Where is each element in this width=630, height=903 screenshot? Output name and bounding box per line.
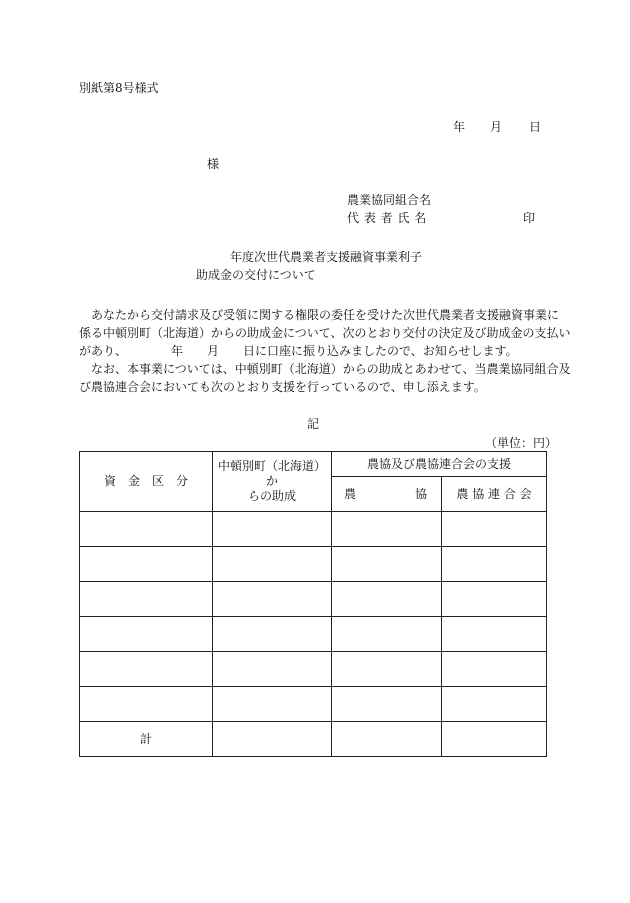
seal-mark: 印 [523,211,536,225]
notice-title-line1: 年度次世代農業者支援融資事業利子 [230,250,423,264]
nokyo-cell[interactable] [332,547,442,582]
fund-cell[interactable] [80,687,213,722]
addressee-suffix: 様 [207,157,220,171]
nokyo-cell[interactable] [332,512,442,547]
rengo-cell[interactable] [442,652,547,687]
table-row [80,652,547,687]
town-cell[interactable] [213,547,332,582]
body-line-2: 係る中頓別町（北海道）からの助成金について、次のとおり交付の決定及び助成金の支払い [79,326,571,340]
sender-org-label: 農業協同組合名 [347,193,432,207]
body-line-3-year: 年 [171,344,184,358]
table-row [80,547,547,582]
header-support: 農協及び農協連合会の支援 [332,452,547,477]
table-row [80,512,547,547]
nokyo-cell[interactable] [332,687,442,722]
header-nokyo: 農 協 [332,477,442,512]
nokyo-cell[interactable] [332,617,442,652]
breakdown-table [79,451,547,757]
ki-heading: 記 [307,417,320,431]
total-row [80,722,547,757]
body-line-3a: があり、 [79,344,128,358]
header-fund-category: 資 金 区 分 [80,452,213,512]
nokyo-cell[interactable] [332,582,442,617]
notice-body [79,306,571,396]
body-line-4: なお、本事業については、中頓別町（北海道）からの助成とあわせて、当農業協同組合及 [91,362,571,376]
rengo-cell[interactable] [442,687,547,722]
header-town-grant: 中頓別町（北海道）か らの助成 [213,452,332,512]
total-town-cell[interactable] [213,722,332,757]
body-line-3-month: 月 [207,344,220,358]
table-row [80,617,547,652]
rengo-cell[interactable] [442,617,547,652]
total-rengo-cell[interactable] [442,722,547,757]
town-cell[interactable] [213,512,332,547]
fund-cell[interactable] [80,512,213,547]
table-row [80,687,547,722]
rengo-cell[interactable] [442,512,547,547]
date-year: 年 [453,120,466,134]
town-cell[interactable] [213,652,332,687]
fund-cell[interactable] [80,547,213,582]
town-cell[interactable] [213,582,332,617]
notice-title-line2: 助成金の交付について [196,268,316,282]
fund-cell[interactable] [80,582,213,617]
nokyo-cell[interactable] [332,652,442,687]
total-nokyo-cell[interactable] [332,722,442,757]
sender-rep-label: 代 表 者 氏 名 [347,211,427,225]
town-cell[interactable] [213,617,332,652]
date-line [453,121,541,133]
date-day: 日 [529,120,542,134]
rengo-cell[interactable] [442,547,547,582]
fund-cell[interactable] [80,652,213,687]
town-cell[interactable] [213,687,332,722]
unit-label: （単位：円） [485,436,558,450]
body-line-5: び農協連合会においても次のとおり支援を行っているので、申し添えます。 [79,380,486,394]
date-month: 月 [490,120,503,134]
rengo-cell[interactable] [442,582,547,617]
body-line-3b: 日に口座に振り込みましたので、お知らせします。 [243,344,518,358]
fund-cell[interactable] [80,617,213,652]
table-row [80,582,547,617]
total-label: 計 [80,722,213,757]
body-line-1: あなたから交付請求及び受領に関する権限の委任を受けた次世代農業者支援融資事業に [91,308,560,322]
form-number: 別紙第8号様式 [79,81,159,95]
header-nokyo-rengo: 農 協 連 合 会 [442,477,547,512]
